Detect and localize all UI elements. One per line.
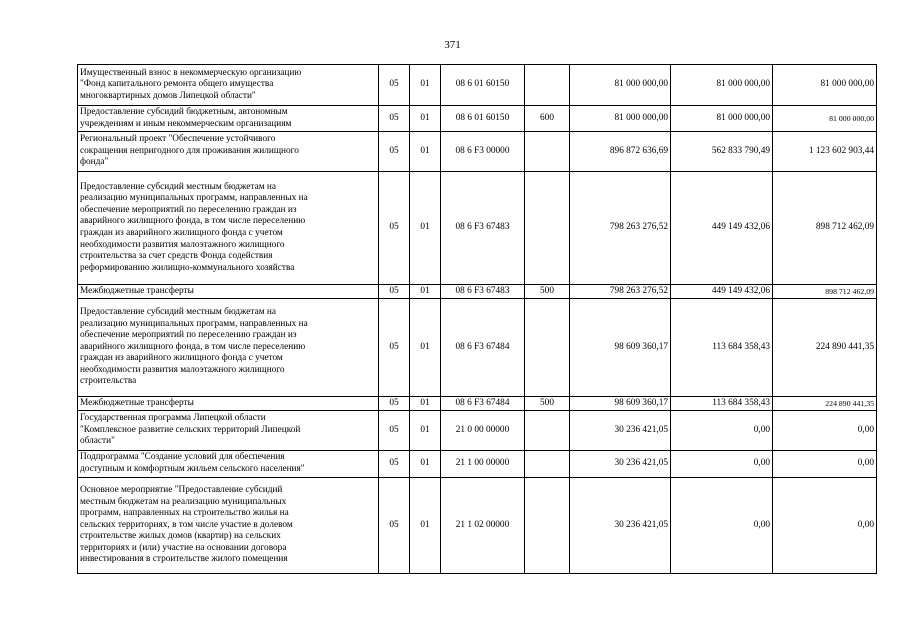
cell-name: Подпрограмма "Создание условий для обеспечения доступным и комфортным жильем сельского населения" — [78, 451, 379, 478]
cell-expense-type: 500 — [525, 397, 570, 411]
cell-target-article: 08 6 01 60150 — [441, 106, 525, 132]
cell-subsection: 01 — [410, 285, 441, 299]
cell-name: Межбюджетные трансферты — [78, 285, 379, 299]
cell-amount-1: 30 236 421,05 — [570, 478, 671, 574]
cell-amount-3: 898 712 462,09 — [773, 285, 877, 299]
table-row — [78, 451, 877, 478]
cell-amount-3: 0,00 — [773, 451, 877, 478]
page-number: 371 — [444, 39, 461, 51]
cell-subsection: 01 — [410, 397, 441, 411]
table-row — [78, 172, 877, 285]
cell-name: Региональный проект "Обеспечение устойчивого сокращения непригодного для проживания жилищного фонда" — [78, 132, 379, 172]
cell-name: Предоставление субсидий бюджетным, автономным учреждениям и иным некоммерческим организациям — [78, 106, 379, 132]
cell-target-article: 08 6 F3 67484 — [441, 299, 525, 397]
table-row — [78, 478, 877, 574]
cell-amount-1: 98 609 360,17 — [570, 397, 671, 411]
cell-subsection: 01 — [410, 411, 441, 451]
table-row — [78, 299, 877, 397]
cell-name: Предоставление субсидий местным бюджетам на реализацию муниципальных программ, направленных на обеспечение мероприятий по переселению граждан из аварийного жилищного фонда, в том числе переселению граждан из аварийного жилищного фонда с учетом необходимости развития малоэтажного жилищного строительства — [78, 299, 379, 397]
cell-section: 05 — [379, 172, 410, 285]
cell-amount-2: 0,00 — [671, 451, 773, 478]
cell-target-article: 08 6 F3 67483 — [441, 172, 525, 285]
cell-section: 05 — [379, 411, 410, 451]
cell-amount-2: 562 833 790,49 — [671, 132, 773, 172]
cell-subsection: 01 — [410, 172, 441, 285]
cell-section: 05 — [379, 451, 410, 478]
table-row — [78, 285, 877, 299]
cell-amount-3: 224 890 441,35 — [773, 397, 877, 411]
cell-expense-type: 500 — [525, 285, 570, 299]
cell-amount-2: 0,00 — [671, 478, 773, 574]
cell-subsection: 01 — [410, 106, 441, 132]
cell-amount-3: 1 123 602 903,44 — [773, 132, 877, 172]
cell-amount-3: 898 712 462,09 — [773, 172, 877, 285]
cell-section: 05 — [379, 397, 410, 411]
cell-expense-type — [525, 299, 570, 397]
cell-amount-2: 113 684 358,43 — [671, 299, 773, 397]
cell-name: Имущественный взнос в некоммерческую организацию "Фонд капитального ремонта общего имущества многоквартирных домов Липецкой области" — [78, 65, 379, 106]
cell-amount-3: 0,00 — [773, 478, 877, 574]
cell-amount-2: 0,00 — [671, 411, 773, 451]
cell-name: Межбюджетные трансферты — [78, 397, 379, 411]
cell-target-article: 21 0 00 00000 — [441, 411, 525, 451]
cell-expense-type — [525, 411, 570, 451]
cell-amount-3: 81 000 000,00 — [773, 106, 877, 132]
cell-amount-2: 449 149 432,06 — [671, 172, 773, 285]
cell-section: 05 — [379, 299, 410, 397]
cell-expense-type — [525, 172, 570, 285]
cell-section: 05 — [379, 106, 410, 132]
cell-amount-3: 224 890 441,35 — [773, 299, 877, 397]
cell-amount-2: 113 684 358,43 — [671, 397, 773, 411]
cell-amount-1: 81 000 000,00 — [570, 65, 671, 106]
cell-amount-3: 0,00 — [773, 411, 877, 451]
table-row — [78, 132, 877, 172]
table-row — [78, 65, 877, 106]
cell-subsection: 01 — [410, 132, 441, 172]
cell-name: Предоставление субсидий местным бюджетам на реализацию муниципальных программ, направленных на обеспечение мероприятий по переселению граждан из аварийного жилищного фонда, в том числе переселению граждан из аварийного жилищного фонда с учетом необходимости развития малоэтажного жилищного строительства за счет средств Фонда содействия реформированию жилищно-коммунального хозяйства — [78, 172, 379, 285]
cell-target-article: 08 6 01 60150 — [441, 65, 525, 106]
cell-subsection: 01 — [410, 451, 441, 478]
cell-amount-1: 798 263 276,52 — [570, 172, 671, 285]
cell-expense-type — [525, 451, 570, 478]
cell-amount-1: 30 236 421,05 — [570, 451, 671, 478]
cell-subsection: 01 — [410, 478, 441, 574]
table-row — [78, 397, 877, 411]
cell-target-article: 21 1 00 00000 — [441, 451, 525, 478]
cell-amount-2: 449 149 432,06 — [671, 285, 773, 299]
cell-amount-2: 81 000 000,00 — [671, 65, 773, 106]
cell-amount-1: 81 000 000,00 — [570, 106, 671, 132]
cell-expense-type — [525, 478, 570, 574]
budget-table — [77, 64, 877, 574]
cell-name: Государственная программа Липецкой области "Комплексное развитие сельских территорий Липецкой области" — [78, 411, 379, 451]
cell-amount-3: 81 000 000,00 — [773, 65, 877, 106]
table-row — [78, 106, 877, 132]
cell-section: 05 — [379, 132, 410, 172]
cell-target-article: 08 6 F3 67483 — [441, 285, 525, 299]
cell-section: 05 — [379, 65, 410, 106]
cell-amount-1: 98 609 360,17 — [570, 299, 671, 397]
cell-target-article: 08 6 F3 67484 — [441, 397, 525, 411]
cell-amount-1: 30 236 421,05 — [570, 411, 671, 451]
cell-subsection: 01 — [410, 65, 441, 106]
cell-section: 05 — [379, 478, 410, 574]
table-body — [78, 65, 877, 574]
cell-subsection: 01 — [410, 299, 441, 397]
cell-name: Основное мероприятие "Предоставление субсидий местным бюджетам на реализацию муниципальных программ, направленных на строительство жилья на сельских территориях, в том числе участие в долевом строительстве жилых домов (квартир) на сельских территориях и (или) участие на основании договора инвестирования в строительстве жилого помещения — [78, 478, 379, 574]
table-row — [78, 411, 877, 451]
cell-expense-type: 600 — [525, 106, 570, 132]
cell-target-article: 21 1 02 00000 — [441, 478, 525, 574]
cell-section: 05 — [379, 285, 410, 299]
cell-amount-1: 896 872 636,69 — [570, 132, 671, 172]
cell-amount-2: 81 000 000,00 — [671, 106, 773, 132]
cell-amount-1: 798 263 276,52 — [570, 285, 671, 299]
cell-expense-type — [525, 65, 570, 106]
cell-expense-type — [525, 132, 570, 172]
cell-target-article: 08 6 F3 00000 — [441, 132, 525, 172]
